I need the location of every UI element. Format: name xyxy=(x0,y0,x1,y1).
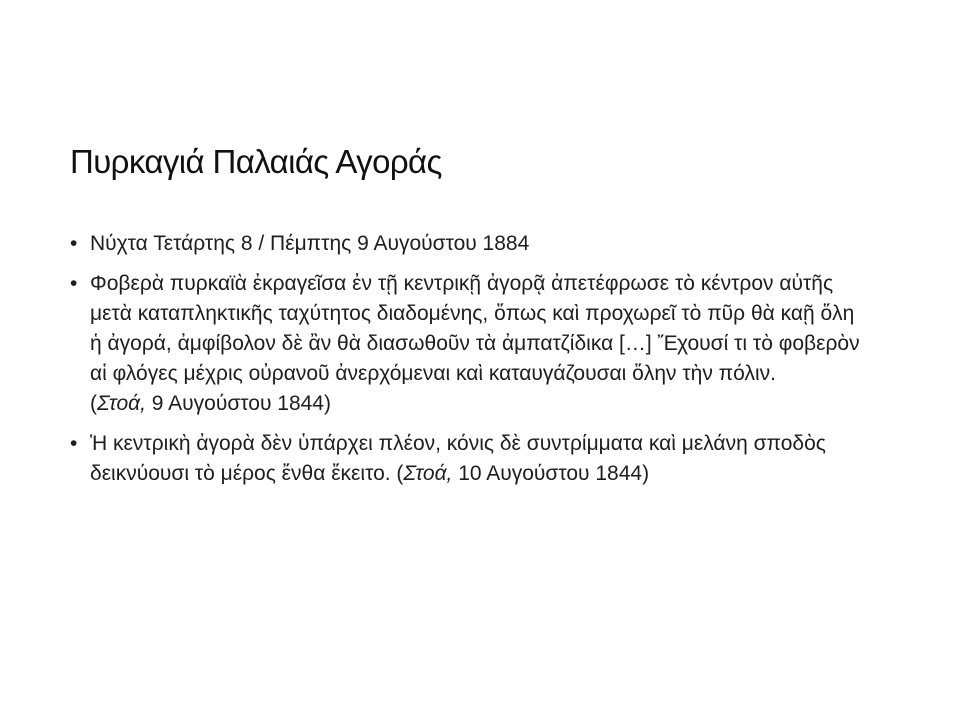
citation-source: Στοά, xyxy=(97,392,146,415)
citation-date: 9 Αυγούστου 1844) xyxy=(145,392,331,415)
bullet-dot-icon: • xyxy=(70,232,78,255)
citation-open: ( xyxy=(390,462,404,485)
citation-open: ( xyxy=(90,392,97,415)
bullet-dot-icon: • xyxy=(70,432,78,455)
slide-title: Πυρκαγιά Παλαιάς Αγοράς xyxy=(70,143,442,180)
bullet-item-quote-2 xyxy=(70,429,870,489)
bullet-dot-icon: • xyxy=(70,272,78,295)
quote-text: Ἡ κεντρικὴ ἀγορὰ δὲν ὑπάρχει πλέον, κόνις δὲ συντρίμματα καὶ μελάνη σποδὸς δεικνύουσι τὸ μέρος ἔνθα ἔκειτο. xyxy=(90,432,826,485)
citation-source: Στοά, xyxy=(403,462,453,485)
bullet-list xyxy=(70,229,870,499)
bullet-text-with-citation xyxy=(90,429,870,489)
quote-text: Φοβερὰ πυρκαϊὰ ἐκραγεῖσα ἐν τῇ κεντρικῇ ἀγορᾷ ἀπετέφρωσε τὸ κέντρον αὐτῆς μετὰ καταπληκτικῆς ταχύτητος διαδομένης, ὅπως καὶ προχωρεῖ τὸ πῦρ θὰ καῇ ὅλη ἡ ἀγορά, ἀμφίβολον δὲ ἂν θὰ διασωθοῦν τὰ ἀμπατζίδικα […] Ἔχουσί τι τὸ φοβερὸν αἱ φλόγες μέχρις οὐρανοῦ ἀνερχόμεναι καὶ καταυγάζουσαι ὅλην τὴν πόλιν. xyxy=(90,272,860,385)
bullet-item-date xyxy=(70,229,870,259)
citation-date: 10 Αυγούστου 1844) xyxy=(452,462,650,485)
bullet-text: Νύχτα Τετάρτης 8 / Πέμπτης 9 Αυγούστου 1884 xyxy=(90,232,530,255)
bullet-text-with-citation xyxy=(90,269,870,419)
bullet-item-quote-1 xyxy=(70,269,870,419)
